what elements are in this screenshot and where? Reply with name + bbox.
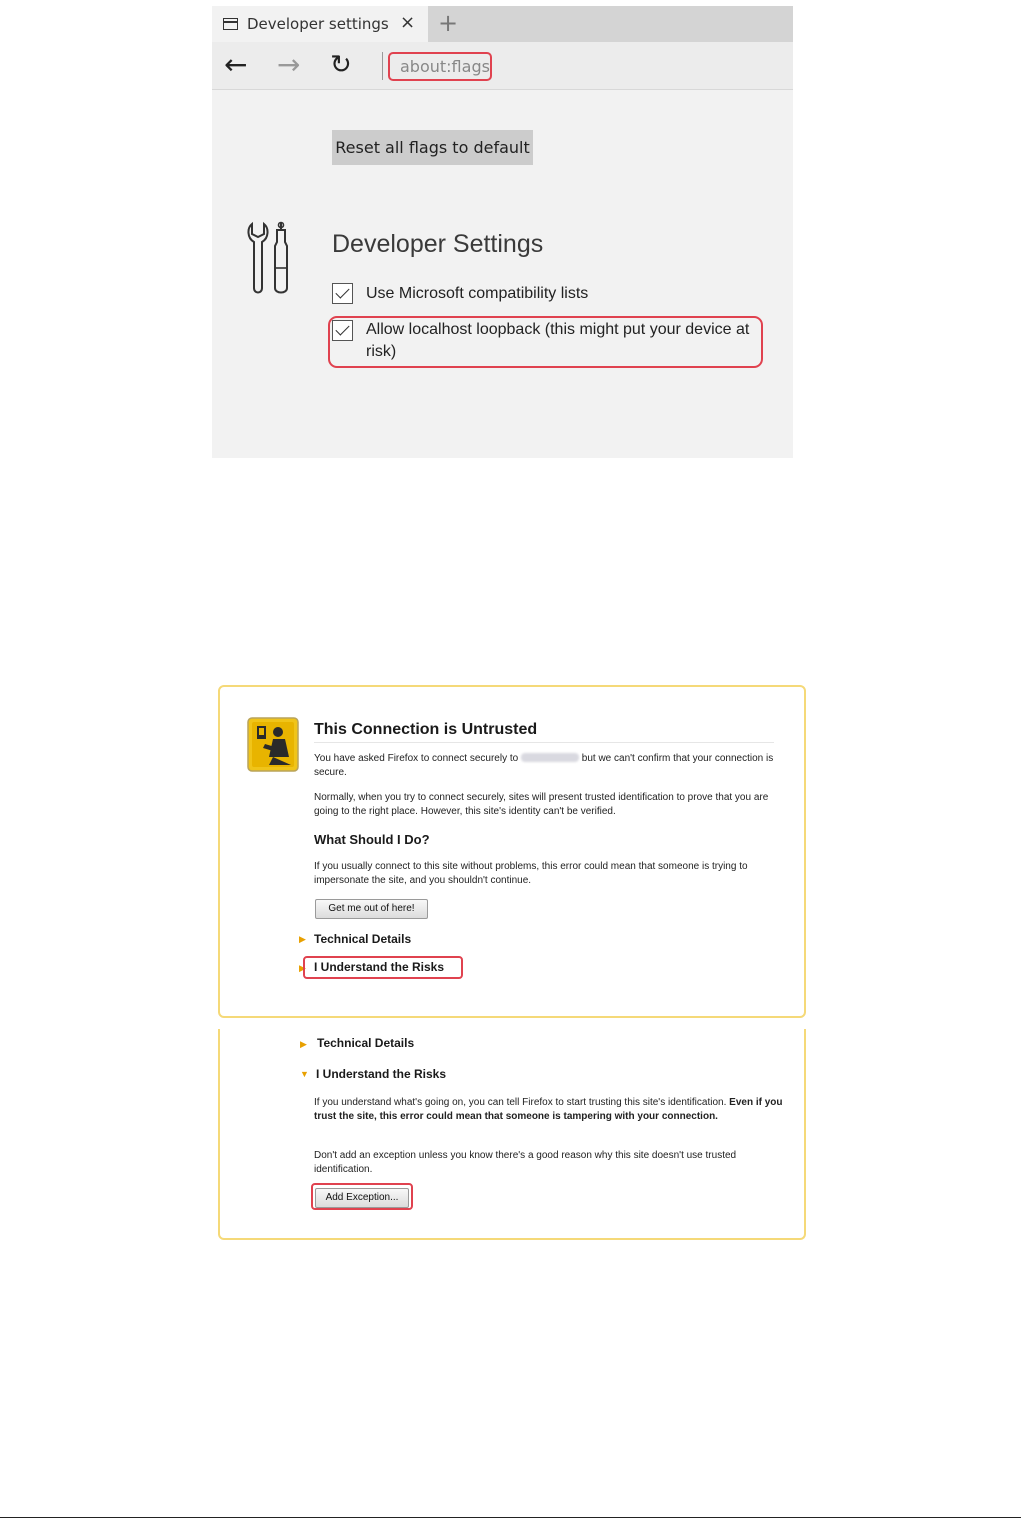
reset-flags-button[interactable]: Reset all flags to default xyxy=(332,130,533,165)
risks-paragraph xyxy=(314,1096,784,1124)
blurred-site-name xyxy=(521,753,579,762)
edge-browser-window xyxy=(212,6,793,458)
technical-details-toggle[interactable]: Technical Details xyxy=(317,1036,415,1050)
advice-paragraph: If you usually connect to this site without problems, this error could mean that someone is trying to impersonate the site, and you shouldn't continue. xyxy=(314,861,748,886)
forward-arrow-icon[interactable]: → xyxy=(277,48,301,81)
refresh-icon[interactable]: ↻ xyxy=(330,50,352,80)
risks-plain-text: If you understand what's going on, you can tell Firefox to start trusting this site's identification. xyxy=(314,1097,727,1108)
page-bottom-rule xyxy=(0,1517,1021,1518)
collapsed-arrow-icon: ▶ xyxy=(299,934,306,944)
security-officer-icon xyxy=(247,717,299,772)
intro-paragraph xyxy=(314,752,784,780)
developer-tools-icon xyxy=(246,220,292,296)
collapsed-arrow-icon: ▶ xyxy=(300,1039,307,1049)
collapsed-arrow-icon: ▶ xyxy=(299,963,306,973)
understand-risks-toggle[interactable]: I Understand the Risks xyxy=(316,1067,447,1081)
compatibility-lists-label: Use Microsoft compatibility lists xyxy=(366,285,589,302)
compatibility-lists-checkbox[interactable] xyxy=(332,283,353,304)
tab-strip xyxy=(212,6,793,42)
risks-bold-warning: Even if you trust the site, this error could mean that someone is tampering with your connection. xyxy=(314,1097,783,1122)
explanation-paragraph: Normally, when you try to connect securely, sites will present trusted identification to prove that you are going to the right place. However, this site's identity can't be verified. xyxy=(314,792,769,817)
loopback-highlight-box xyxy=(328,316,763,368)
tab-title: Developer settings xyxy=(247,15,389,33)
title-divider xyxy=(314,742,774,743)
expanded-risks-panel xyxy=(218,1029,806,1240)
exception-warning-paragraph: Don't add an exception unless you know there's a good reason why this site doesn't use trusted identification. xyxy=(314,1150,737,1175)
intro-text-start: You have asked Firefox to connect securely to xyxy=(314,753,519,764)
get-me-out-button[interactable]: Get me out of here! xyxy=(315,899,428,919)
what-should-i-do-heading: What Should I Do? xyxy=(314,832,430,847)
risks-highlight-box xyxy=(303,956,463,979)
add-exception-highlight-box xyxy=(311,1183,413,1210)
tab-page-icon xyxy=(223,18,238,30)
tab-developer-settings[interactable] xyxy=(212,6,428,42)
expanded-arrow-icon: ▼ xyxy=(300,1069,309,1079)
technical-details-toggle[interactable]: Technical Details xyxy=(314,932,412,946)
localhost-loopback-label: Allow localhost loopback (this might put your device at risk) xyxy=(366,321,750,360)
back-arrow-icon[interactable]: ← xyxy=(224,48,248,81)
new-tab-icon[interactable]: + xyxy=(438,9,459,37)
close-tab-icon[interactable]: × xyxy=(400,12,416,33)
understand-risks-toggle[interactable]: I Understand the Risks xyxy=(314,960,445,974)
intro-text-end: but we can't confirm that your connection is secure. xyxy=(314,753,774,778)
address-separator xyxy=(382,52,383,80)
address-bar[interactable]: about:flags xyxy=(388,52,492,81)
untrusted-connection-panel xyxy=(218,685,806,1018)
developer-settings-heading: Developer Settings xyxy=(332,230,544,258)
add-exception-button[interactable]: Add Exception... xyxy=(315,1188,409,1208)
navigation-bar xyxy=(212,42,793,90)
untrusted-title: This Connection is Untrusted xyxy=(314,721,538,738)
